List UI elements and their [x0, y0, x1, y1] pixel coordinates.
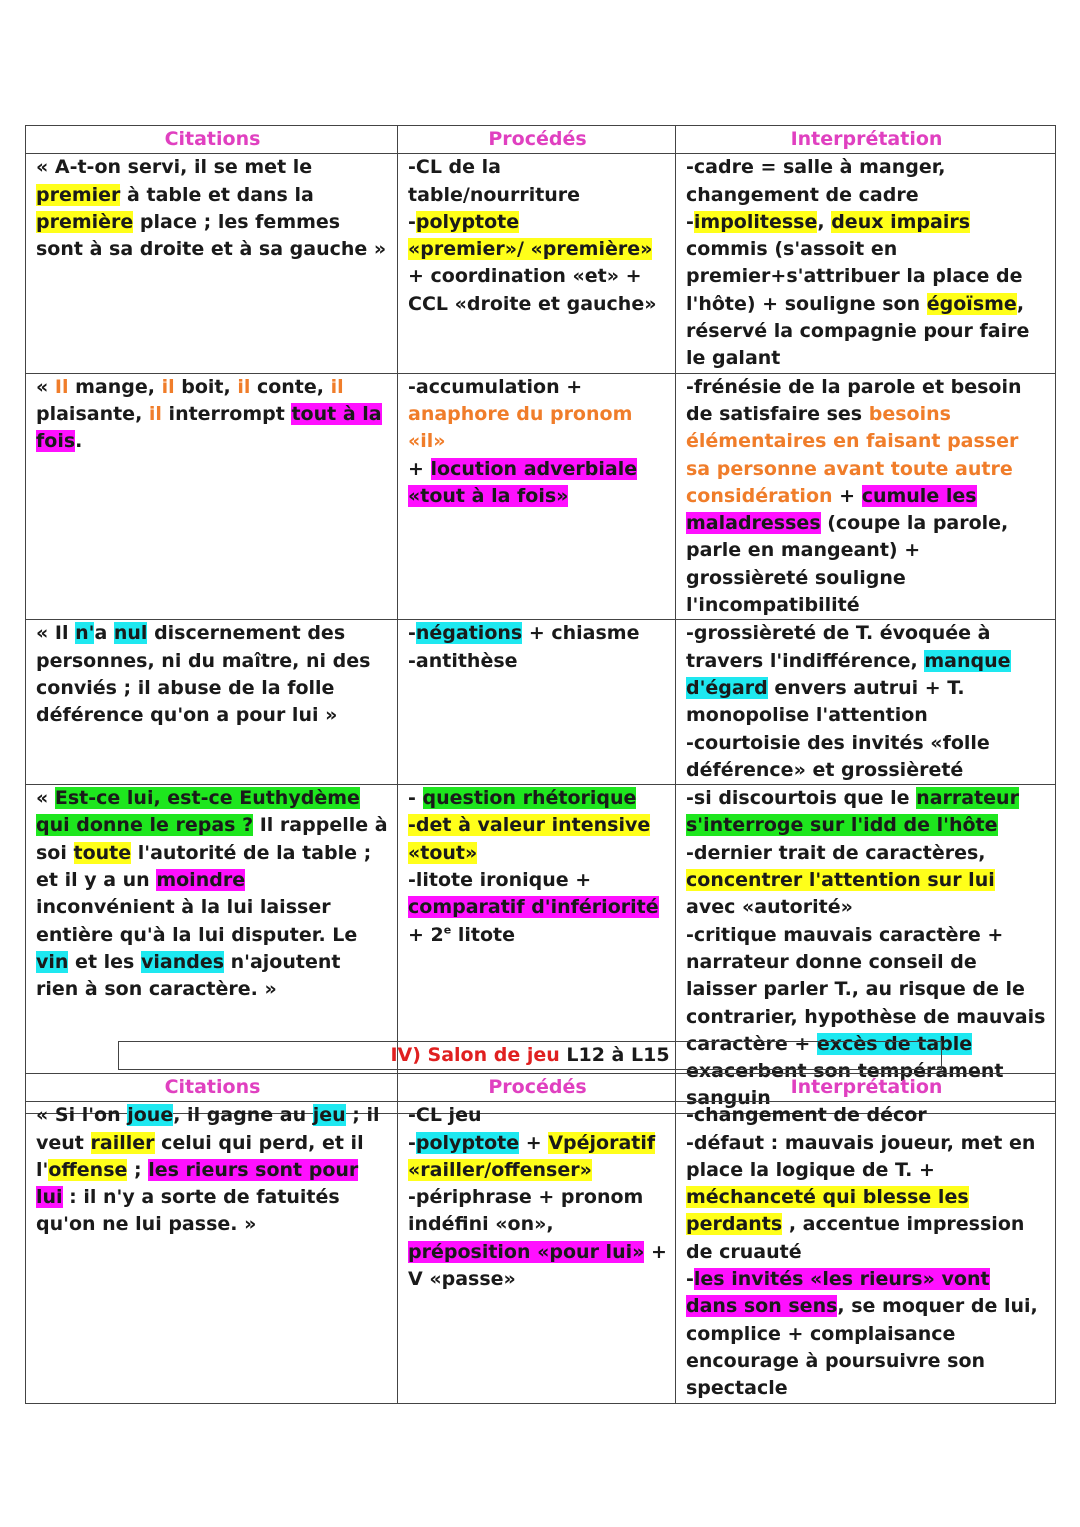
highlighted-text: Vpéjoratif «railler/offenser» [408, 1131, 656, 1181]
highlighted-text: comparatif d'infériorité [408, 896, 659, 919]
highlighted-text: n' [75, 622, 95, 645]
citation-cell: « Est-ce lui, est-ce Euthydème qui donne le repas ? Il rappelle à soi toute l'autorité de la table ; et il y a un moindre inconvénient à la lui laisser entière qu'à la lui disputer. Le vin et les viandes n'ajoutent rien à son caractère. » [26, 785, 398, 1114]
highlighted-text: méchanceté qui blesse les perdants [686, 1186, 969, 1236]
table-row [26, 154, 1056, 373]
highlighted-text: locution adverbiale «tout à la fois» [408, 457, 638, 507]
citation-cell: « A-t-on servi, il se met le premier à table et dans la première place ; les femmes sont à sa droite et à sa gauche » [26, 154, 398, 373]
highlighted-text: e [443, 923, 452, 937]
interpretation-cell: -changement de décor -défaut : mauvais joueur, met en place la logique de T. + méchanceté qui blesse les perdants , accentue impression de cruauté -les invités «les rieurs» vont dans son sens, se moquer de lui, complice + complaisance encourage à poursuivre son spectacle [676, 1102, 1056, 1403]
highlighted-text: premier [36, 183, 121, 206]
header-procedes: Procédés [398, 126, 676, 154]
highlighted-text: offense [48, 1158, 128, 1181]
highlighted-text: il [330, 375, 344, 398]
highlighted-text: polyptote [415, 210, 520, 233]
section-title [118, 1041, 942, 1070]
highlighted-text: il [237, 375, 251, 398]
section-name: IV) Salon de jeu [390, 1044, 560, 1066]
highlighted-text: question rhétorique [422, 787, 637, 810]
header-citations: Citations [26, 126, 398, 154]
header-interpretation: Interprétation [676, 1074, 1056, 1102]
table-header [26, 126, 1056, 154]
section-lines: L12 à L15 [566, 1044, 670, 1066]
highlighted-text: anaphore du pronom «il» [408, 402, 633, 453]
table-row [26, 620, 1056, 785]
highlighted-text: moindre [156, 869, 246, 892]
highlighted-text: -det à valeur intensive «tout» [408, 814, 651, 864]
highlighted-text: jeu [312, 1104, 346, 1127]
highlighted-text: nul [113, 622, 148, 645]
highlighted-text: polyptote [415, 1131, 520, 1154]
table-row [26, 1102, 1056, 1403]
highlighted-text: cumule les maladresses [686, 484, 977, 535]
citation-cell: « Il n'a nul discernement des personnes, ni du maître, ni des conviés ; il abuse de la folle déférence qu'on a pour lui » [26, 620, 398, 785]
highlighted-text: égoïsme [926, 292, 1017, 315]
highlighted-text: toute [73, 841, 132, 864]
highlighted-text: excès de table [816, 1032, 973, 1055]
highlighted-text: Il [54, 375, 69, 398]
analysis-table-1 [25, 125, 1056, 1114]
highlighted-text: impolitesse [693, 210, 818, 233]
procedes-cell: - question rhétorique -det à valeur intensive «tout» -litote ironique + comparatif d'infériorité + $2^e$ litote [398, 785, 676, 1114]
table-header [26, 1074, 1056, 1102]
header-citations: Citations [26, 1074, 398, 1102]
highlighted-text: préposition «pour lui» [408, 1240, 645, 1263]
citation-cell: « Il mange, il boit, il conte, il plaisante, il interrompt tout à la fois. [26, 373, 398, 620]
analysis-table-2 [25, 1073, 1056, 1404]
interpretation-cell: -grossièreté de T. évoquée à travers l'indifférence, manque d'égard envers autrui + T. monopolise l'attention -courtoisie des invités «folle déférence» et grossièreté [676, 620, 1056, 785]
interpretation-cell: -cadre = salle à manger, changement de cadre -impolitesse, deux impairs commis (s'assoit en premier+s'attribuer la place de l'hôte) + souligne son égoïsme, réservé la compagnie pour faire le galant [676, 154, 1056, 373]
highlighted-text: railler [90, 1131, 155, 1154]
procedes-cell: -CL de la table/nourriture -polyptote «premier»/ «première» + coordination «et» + CCL «droite et gauche» [398, 154, 676, 373]
procedes-cell: -négations + chiasme -antithèse [398, 620, 676, 785]
highlighted-text: joue [127, 1104, 174, 1127]
highlighted-text: deux impairs [831, 210, 971, 233]
highlighted-text: «premier»/ «première» [408, 238, 653, 261]
highlighted-text: manque d'égard [686, 649, 1011, 699]
procedes-cell: -CL jeu -polyptote + Vpéjoratif «railler/offenser» -périphrase + pronom indéfini «on», préposition «pour lui» + V «passe» [398, 1102, 676, 1403]
header-procedes: Procédés [398, 1074, 676, 1102]
highlighted-text: viandes [140, 950, 225, 973]
highlighted-text: première [36, 210, 134, 233]
highlighted-text: tout à la fois [36, 402, 382, 453]
highlighted-text: narrateur s'interroge sur l'idd de l'hôte [686, 787, 1019, 837]
highlighted-text: les invités «les rieurs» vont dans son sens [686, 1268, 990, 1318]
procedes-cell: -accumulation + anaphore du pronom «il» + locution adverbiale «tout à la fois» [398, 373, 676, 620]
highlighted-text: négations [415, 622, 523, 645]
highlighted-text: il [148, 402, 162, 425]
interpretation-cell: -si discourtois que le narrateur s'interroge sur l'idd de l'hôte -dernier trait de caractères, concentrer l'attention sur lui avec «autorité» -critique mauvais caractère + narrateur donne conseil de laisser parler T., au risque de le contrarier, hypothèse de mauvais caractère + excès de table exacerbent son tempérament sanguin [676, 785, 1056, 1114]
highlighted-text: les rieurs sont pour lui [36, 1158, 359, 1209]
highlighted-text: Est-ce lui, est-ce Euthydème qui donne le repas ? [36, 787, 360, 837]
interpretation-cell: -frénésie de la parole et besoin de satisfaire ses besoins élémentaires en faisant passer sa personne avant toute autre considération + cumule les maladresses (coupe la parole, parle en mangeant) + grossièreté souligne l'incompatibilité [676, 373, 1056, 620]
table-row [26, 373, 1056, 620]
citation-cell: « Si l'on joue, il gagne au jeu ; il veut railler celui qui perd, et il l'offense ; les rieurs sont pour lui : il n'y a sorte de fatuités qu'on ne lui passe. » [26, 1102, 398, 1403]
highlighted-text: il [161, 375, 175, 398]
highlighted-text: vin [36, 950, 69, 973]
header-interpretation: Interprétation [676, 126, 1056, 154]
highlighted-text: besoins élémentaires en faisant passer sa personne avant toute autre considération [686, 402, 1019, 507]
highlighted-text: concentrer l'attention sur lui [686, 869, 995, 892]
